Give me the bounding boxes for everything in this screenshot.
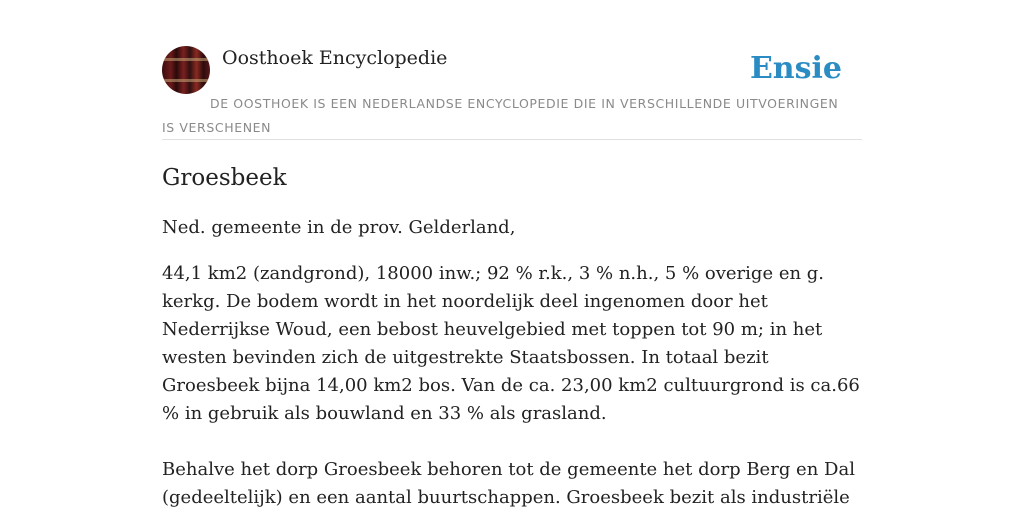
book-band [162,58,210,61]
site-header [162,46,862,140]
article-title: Groesbeek [162,165,287,191]
article [162,162,862,512]
ensie-logo[interactable]: Ensie [749,51,842,86]
site-tagline: DE OOSTHOEK IS EEN NEDERLANDSE ENCYCLOPEDIE DIE IN VERSCHILLENDE UITVOERINGEN IS VERSCHENEN [162,96,839,135]
article-paragraph: 44,1 km2 (zandgrond), 18000 inw.; 92 % r.k., 3 % n.h., 5 % overige en g. kerkg. De bodem wordt in het noordelijk deel ingenomen door het Nederrijkse Woud, een bebost heuvelgebied met toppen tot 90 m; in het westen bevinden zich de uitgestrekte Staatsbossen. In totaal bezit Groesbeek bijna 14,00 km2 bos. Van de ca. 23,00 km2 cultuurgrond is ca.66 % in gebruik als bouwland en 33 % als grasland. [162,263,860,424]
encyclopedia-avatar-icon[interactable] [162,46,210,94]
article-lead: Ned. gemeente in de prov. Gelderland, [162,217,516,238]
book-band [162,79,210,82]
site-title[interactable]: Oosthoek Encyclopedie [222,47,448,69]
article-paragraph: Behalve het dorp Groesbeek behoren tot de gemeente het dorp Berg en Dal (gedeeltelijk) en een aantal buurtschappen. Groesbeek bezit als industriële [162,459,855,508]
